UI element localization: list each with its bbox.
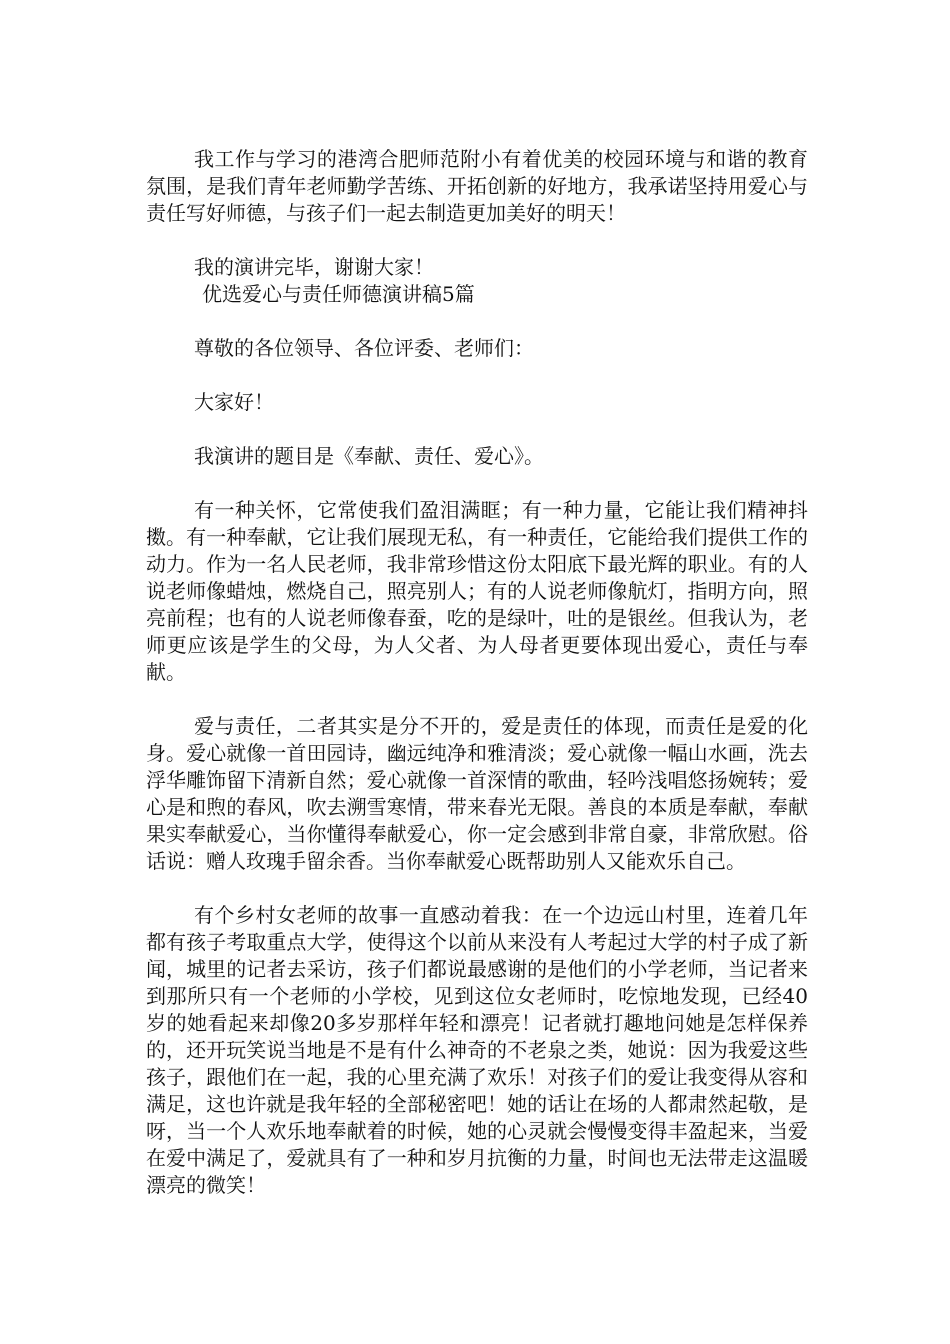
document-title: 优选爱心与责任师德演讲稿5篇 xyxy=(202,282,475,306)
body-paragraph-village-teacher: 有个乡村女老师的故事一直感动着我：在一个边远山村里，连着几年都有孩子考取重点大学，使得这个以前从来没有人考起过大学的村子成了新闻，城里的记者去采访，孩子们都说最感谢的是他们的小学老师，当记者来到那所只有一个老师的小学校，见到这位女老师时，吃惊地发现，已经40岁的她看起来却像20多岁那样年轻和漂亮！记者就打趣地问她是怎样保养的，还开玩笑说当地是不是有什么神奇的不老泉之类，她说：因为我爱这些孩子，跟他们在一起，我的心里充满了欢乐！对孩子们的爱让我变得从容和满足，这也许就是我年轻的全部秘密吧！她的话让在场的人都肃然起敬，是呀，当一个人欢乐地奉献着的时候，她的心灵就会慢慢变得丰盈起来，当爱在爱中满足了，爱就具有了一种和岁月抗衡的力量，时间也无法带走这温暖漂亮的微笑！ xyxy=(146,903,808,1197)
document-body xyxy=(146,146,808,1199)
paragraph-closing-commitment: 我工作与学习的港湾合肥师范附小有着优美的校园环境与和谐的教育氛围，是我们青年老师勤学苦练、开拓创新的好地方，我承诺坚持用爱心与责任写好师德，与孩子们一起去制造更加美好的明天！ xyxy=(146,147,808,225)
paragraph-speech-end: 我的演讲完毕，谢谢大家！ xyxy=(194,255,434,279)
body-paragraph-love-responsibility: 爱与责任，二者其实是分不开的，爱是责任的体现，而责任是爱的化身。爱心就像一首田园诗，幽远纯净和雅清淡；爱心就像一幅山水画，洗去浮华雕饰留下清新自然；爱心就像一首深情的歌曲，轻吟浅唱悠扬婉转；爱心是和煦的春风，吹去溯雪寒情，带来春光无限。善良的本质是奉献，奉献果实奉献爱心，当你懂得奉献爱心，你一定会感到非常自豪，非常欣慰。俗话说：赠人玫瑰手留余香。当你奉献爱心既帮助别人又能欢乐自己。 xyxy=(146,714,808,873)
greeting: 大家好！ xyxy=(194,390,274,414)
salutation: 尊敬的各位领导、各位评委、老师们： xyxy=(194,336,534,360)
speech-topic: 我演讲的题目是《奉献、责任、爱心》。 xyxy=(194,444,544,468)
body-paragraph-care: 有一种关怀，它常使我们盈泪满眶；有一种力量，它能让我们精神抖擞。有一种奉献，它让我们展现无私，有一种责任，它能给我们提供工作的动力。作为一名人民老师，我非常珍惜这份太阳底下最光辉的职业。有的人说老师像蜡烛，燃烧自己，照亮别人；有的人说老师像航灯，指明方向，照亮前程；也有的人说老师像春蚕，吃的是绿叶，吐的是银丝。但我认为，老师更应该是学生的父母，为人父者、为人母者更要体现出爱心，责任与奉献。 xyxy=(146,498,808,684)
